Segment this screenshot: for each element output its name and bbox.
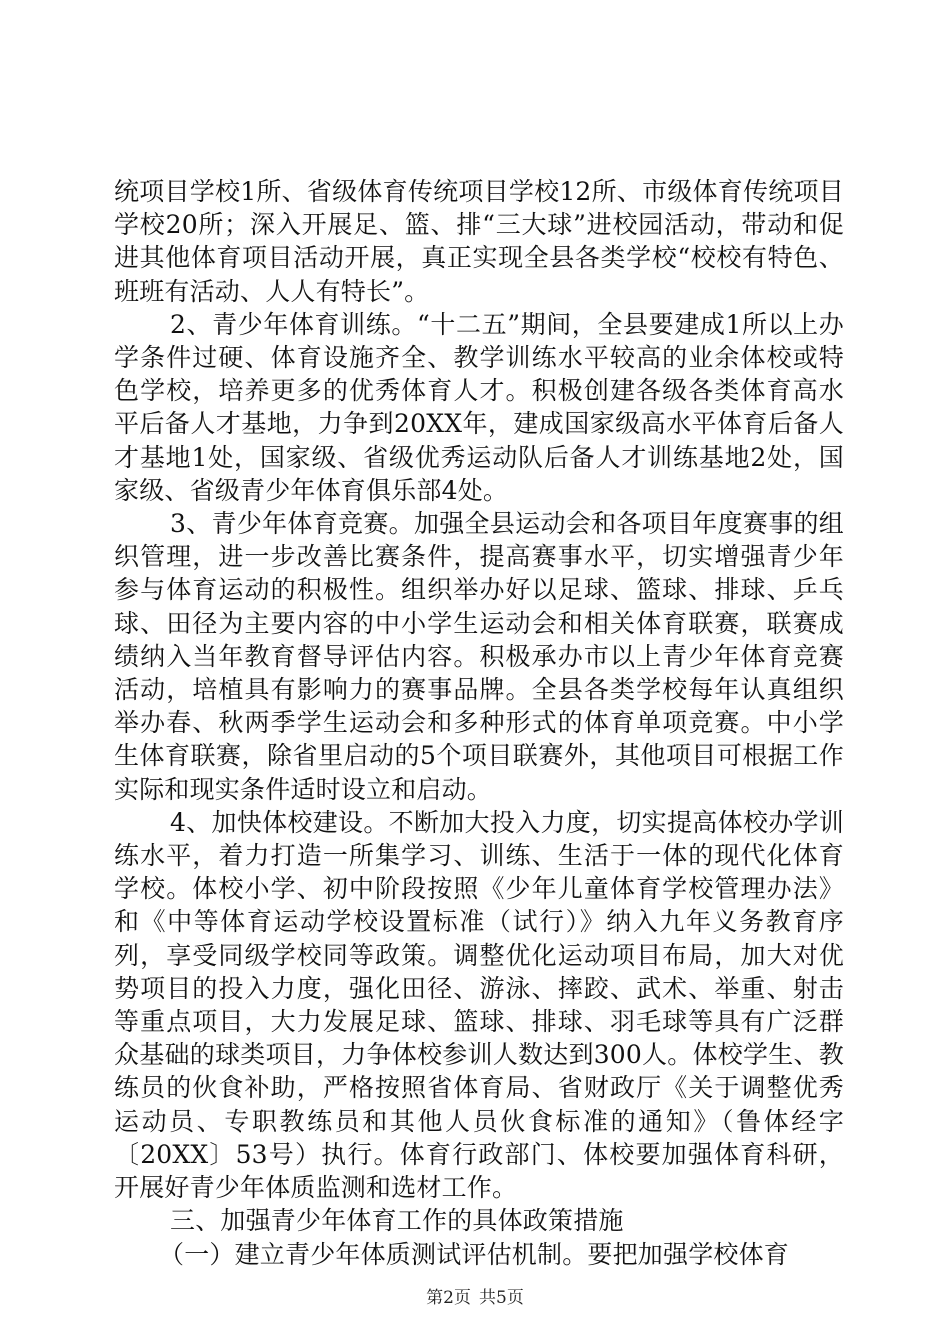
paragraph-youth-competition: 3、青少年体育竞赛。加强全县运动会和各项目年度赛事的组织管理，进一步改善比赛条件，提高赛事水平，切实增强青少年参与体育运动的积极性。组织举办好以足球、篮球、排球、乒乓球、田径为主要内容的中小学生运动会和相关体育联赛，联赛成绩纳入当年教育督导评估内容。积极承办市以上青少年体育竞赛活动，培植具有影响力的赛事品牌。全县各类学校每年认真组织举办春、秋两季学生运动会和多种形式的体育单项竞赛。中小学生体育联赛，除省里启动的5个项目联赛外，其他项目可根据工作实际和现实条件适时设立和启动。 xyxy=(114,509,844,804)
page-number: 第2页 xyxy=(426,1288,471,1308)
paragraph-sports-school: 4、加快体校建设。不断加大投入力度，切实提高体校办学训练水平，着力打造一所集学习、训练、生活于一体的现代化体育学校。体校小学、初中阶段按照《少年儿童体育学校管理办法》和《中等体育运动学校设置标准（试行）》纳入九年义务教育序列，享受同级学校同等政策。调整优化运动项目布局，加大对优势项目的投入力度，强化田径、游泳、摔跤、武术、举重、射击等重点项目，大力发展足球、篮球、排球、羽毛球等具有广泛群众基础的球类项目，力争体校参训人数达到300人。体校学生、教练员的伙食补助，严格按照省体育局、省财政厅《关于调整优秀运动员、专职教练员和其他人员伙食标准的通知》（鲁体经字〔20XX〕53号）执行。体育行政部门、体校要加强体育科研，开展好青少年体质监测和选材工作。 xyxy=(114,807,844,1203)
page-total: 共5页 xyxy=(479,1288,524,1308)
paragraph-fitness-testing: （一）建立青少年体质测试评估机制。要把加强学校体育 xyxy=(159,1239,790,1269)
page-footer xyxy=(0,1283,950,1308)
section-heading: 三、加强青少年体育工作的具体政策措施 xyxy=(170,1206,624,1236)
paragraph-youth-training: 2、青少年体育训练。“十二五”期间，全县要建成1所以上办学条件过硬、体育设施齐全、教学训练水平较高的业余体校或特色学校，培养更多的优秀体育人才。积极创建各级各类体育高水平后备人才基地，力争到20XX年，建成国家级高水平体育后备人才基地1处，国家级、省级优秀运动队后备人才训练基地2处，国家级、省级青少年体育俱乐部4处。 xyxy=(114,309,844,505)
document-body xyxy=(114,175,844,1271)
paragraph-continuation: 统项目学校1所、省级体育传统项目学校12所、市级体育传统项目学校20所；深入开展足、篮、排“三大球”进校园活动，带动和促进其他体育项目活动开展，真正实现全县各类学校“校校有特色、班班有活动、人人有特长”。 xyxy=(114,177,844,306)
